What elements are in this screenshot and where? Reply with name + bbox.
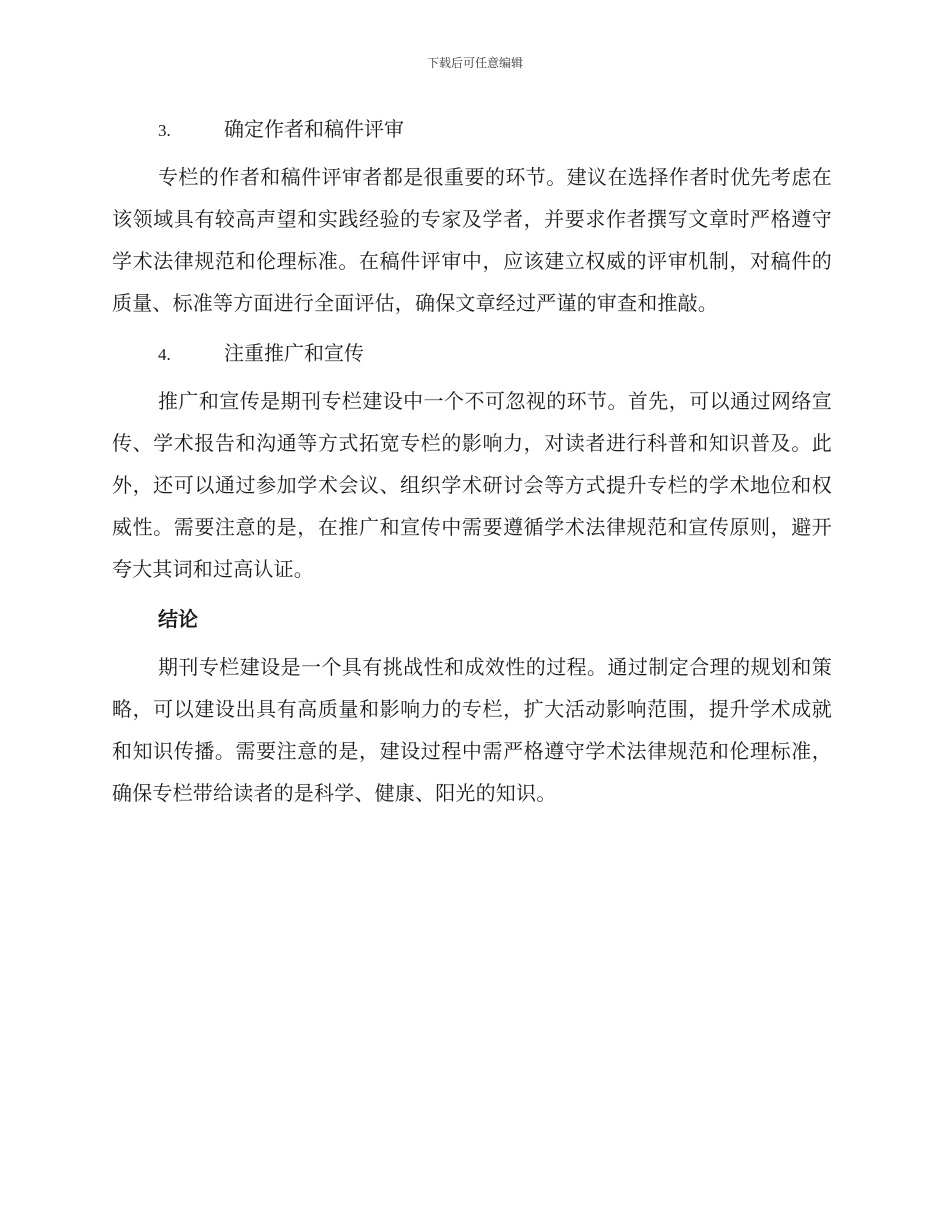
conclusion-paragraph: 期刊专栏建设是一个具有挑战性和成效性的过程。通过制定合理的规划和策略，可以建设出具有高质量和影响力的专栏，扩大活动影响范围，提升学术成就和知识传播。需要注意的是，建设过程中需严格遵守学术法律规范和伦理标准，确保专栏带给读者的是科学、健康、阳光的知识。 (112, 655, 832, 805)
section-heading-4 (158, 332, 832, 374)
section-title: 确定作者和稿件评审 (224, 117, 404, 141)
section-number: 3. (158, 121, 171, 140)
document-body (112, 108, 832, 814)
section-heading-3 (158, 108, 832, 150)
header-note: 下载后可任意编辑 (426, 56, 523, 70)
conclusion-heading: 结论 (158, 607, 198, 631)
section-paragraph-4: 推广和宣传是期刊专栏建设中一个不可忽视的环节。首先，可以通过网络宣传、学术报告和沟通等方式拓宽专栏的影响力，对读者进行科普和知识普及。此外，还可以通过参加学术会议、组织学术研讨会等方式提升专栏的学术地位和权威性。需要注意的是，在推广和宣传中需要遵循学术法律规范和宣传原则，避开夸大其词和过高认证。 (112, 389, 832, 581)
section-paragraph-3: 专栏的作者和稿件评审者都是很重要的环节。建议在选择作者时优先考虑在该领域具有较高声望和实践经验的专家及学者，并要求作者撰写文章时严格遵守学术法律规范和伦理标准。在稿件评审中，应该建立权威的评审机制，对稿件的质量、标准等方面进行全面评估，确保文章经过严谨的审查和推敲。 (112, 165, 832, 315)
section-number: 4. (158, 345, 171, 364)
section-title: 注重推广和宣传 (224, 341, 364, 365)
